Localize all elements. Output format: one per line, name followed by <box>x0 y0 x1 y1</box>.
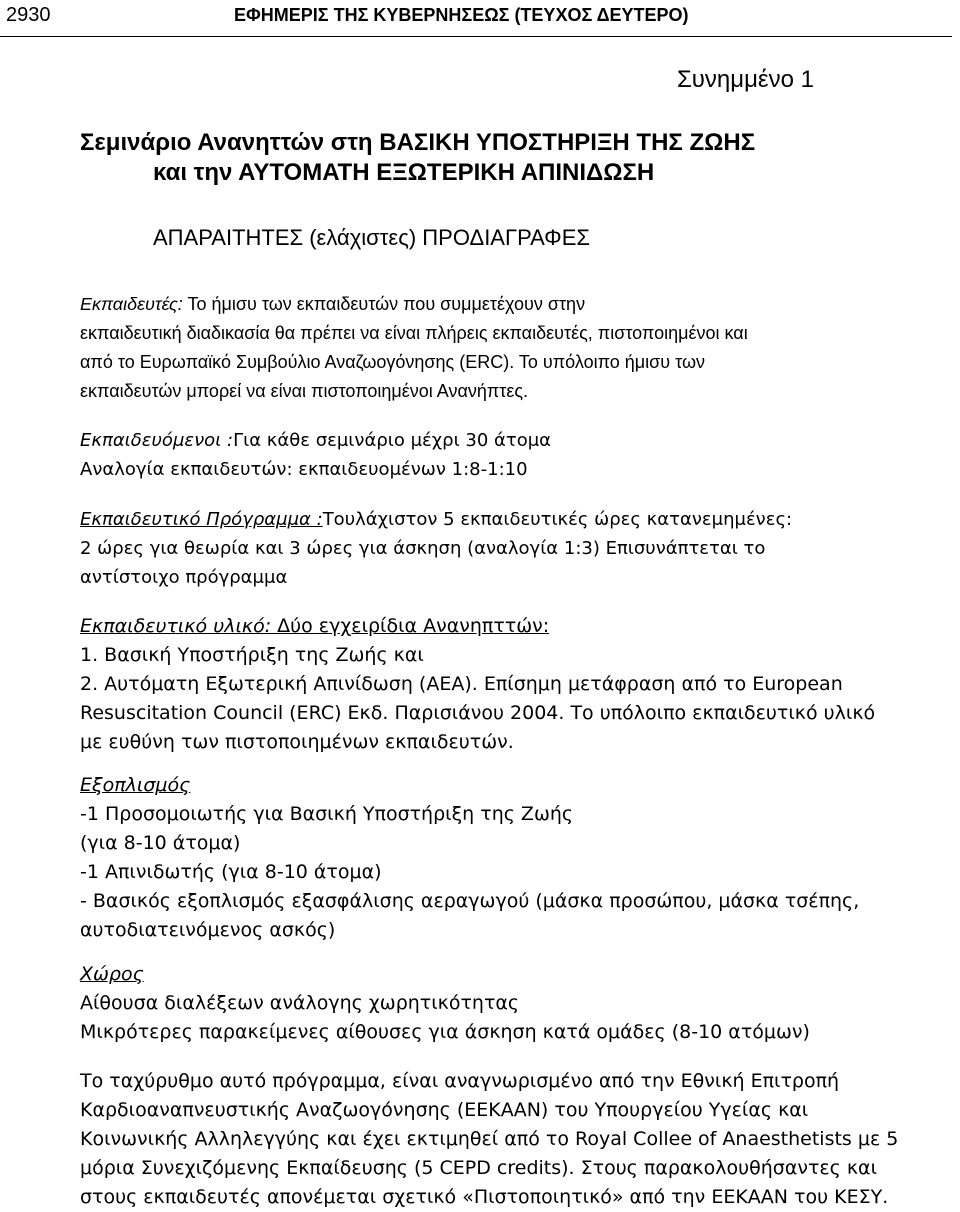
spec-heading: ΑΠΑΡΑΙΤΗΤΕΣ (ελάχιστες) ΠΡΟΔΙΑΓΡΑΦΕΣ <box>153 225 591 250</box>
material-intro: Δύο εγχειρίδια Ανανηπττών: <box>271 615 550 637</box>
recognition-section <box>80 1067 920 1212</box>
program-label: Εκπαιδευτικό Πρόγραμμα : <box>80 509 323 530</box>
equipment-label: Εξοπλισμός <box>80 774 191 796</box>
material-item-2c: με ευθύνη των πιστοποιημένων εκπαιδευτών. <box>80 731 514 753</box>
trainers-text-2: εκπαιδευτική διαδικασία θα πρέπει να είναι πλήρεις εκπαιδευτές, πιστοποιημένοι και <box>80 323 748 343</box>
recognition-text-2: Καρδιοαναπνευστικής Αναζωογόνησης (ΕΕΚΑΑΝ) του Υπουργείου Υγείας και <box>80 1099 809 1121</box>
trainers-text-4: εκπαιδευτών μπορεί να είναι πιστοποιημένοι Ανανήπτες. <box>80 381 529 401</box>
trainers-text-1: Το ήμισυ των εκπαιδευτών που συμμετέχουν στην <box>182 294 586 314</box>
space-label: Χώρος <box>80 963 144 985</box>
material-section <box>80 612 920 757</box>
recognition-text-5: στους εκπαιδευτές απονέμεται σχετικό «Πιστοποιητικό» από την ΕΕΚΑΑΝ του ΚΕΣΥ. <box>80 1186 889 1208</box>
recognition-text-3: Κοινωνικής Αλληλεγγύης και έχει εκτιμηθεί από το Royal Collee of Anaesthetists με 5 <box>80 1128 899 1150</box>
material-item-2: 2. Αυτόματη Εξωτερική Απινίδωση (ΑΕΑ). Επίσημη μετάφραση από το European <box>80 673 843 695</box>
material-item-2b: Resuscitation Council (ERC) Εκδ. Παρισιάνου 2004. Το υπόλοιπο εκπαιδευτικό υλικό <box>80 702 876 724</box>
trainees-label: Εκπαιδευόμενοι : <box>80 430 234 451</box>
material-item-1: 1. Βασική Υποστήριξη της Ζωής και <box>80 644 424 666</box>
page-number: 2930 <box>6 4 51 26</box>
trainees-text-1: Για κάθε σεμινάριο μέχρι 30 άτομα <box>233 430 552 451</box>
program-text-1: Τουλάχιστον 5 εκπαιδευτικές ώρες κατανεμημένες: <box>322 509 793 530</box>
equipment-text-5: αυτοδιατεινόμενος ασκός) <box>80 919 336 941</box>
trainees-text-2: Αναλογία εκπαιδευτών: εκπαιδευομένων 1:8-1:10 <box>80 459 528 480</box>
equipment-text-4: - Βασικός εξοπλισμός εξασφάλισης αεραγωγού (μάσκα προσώπου, μάσκα τσέπης, <box>80 890 860 912</box>
space-section <box>80 960 920 1047</box>
title-line-2: και την ΑΥΤΟΜΑΤΗ ΕΞΩΤΕΡΙΚΗ ΑΠΙΝΙΔΩΣΗ <box>153 159 655 186</box>
page-header <box>0 0 952 37</box>
title-line-1: Σεμινάριο Ανανηττών στη ΒΑΣΙΚΗ ΥΠΟΣΤΗΡΙΞΗ ΤΗΣ ΖΩΗΣ <box>80 129 756 156</box>
space-text-2: Μικρότερες παρακείμενες αίθουσες για άσκηση κατά ομάδες (8-10 ατόμων) <box>80 1021 810 1043</box>
attachment-label: Συνημμένο 1 <box>676 66 814 93</box>
equipment-section <box>80 771 920 945</box>
equipment-text-3: -1 Απινιδωτής (για 8-10 άτομα) <box>80 861 382 883</box>
equipment-text-1: -1 Προσομοιωτής για Βασική Υποστήριξη της Ζωής <box>80 803 574 825</box>
gazette-title: ΕΦΗΜΕΡΙΣ ΤΗΣ ΚΥΒΕΡΝΗΣΕΩΣ (ΤΕΥΧΟΣ ΔΕΥΤΕΡΟ) <box>234 5 689 25</box>
program-text-3: αντίστοιχο πρόγραμμα <box>80 567 288 588</box>
trainees-section <box>80 426 920 484</box>
recognition-text-1: Το ταχύρυθμο αυτό πρόγραμμα, είναι αναγνωρισμένο από την Εθνική Επιτροπή <box>80 1070 840 1092</box>
program-text-2: 2 ώρες για θεωρία και 3 ώρες για άσκηση (αναλογία 1:3) Επισυνάπτεται το <box>80 538 766 559</box>
equipment-text-2: (για 8-10 άτομα) <box>80 832 241 854</box>
material-label: Εκπαιδευτικό υλικό: <box>80 615 272 637</box>
trainers-text-3: από το Ευρωπαϊκό Συμβούλιο Αναζωογόνησης (ERC). Το υπόλοιπο ήμισυ των <box>80 352 706 372</box>
program-section <box>80 505 920 592</box>
space-text-1: Αίθουσα διαλέξεων ανάλογης χωρητικότητας <box>80 992 520 1014</box>
trainers-label: Εκπαιδευτές: <box>80 294 183 314</box>
trainers-section <box>80 290 920 406</box>
recognition-text-4: μόρια Συνεχιζόμενης Εκπαίδευσης (5 CEPD credits). Στους παρακολουθήσαντες και <box>80 1157 878 1179</box>
